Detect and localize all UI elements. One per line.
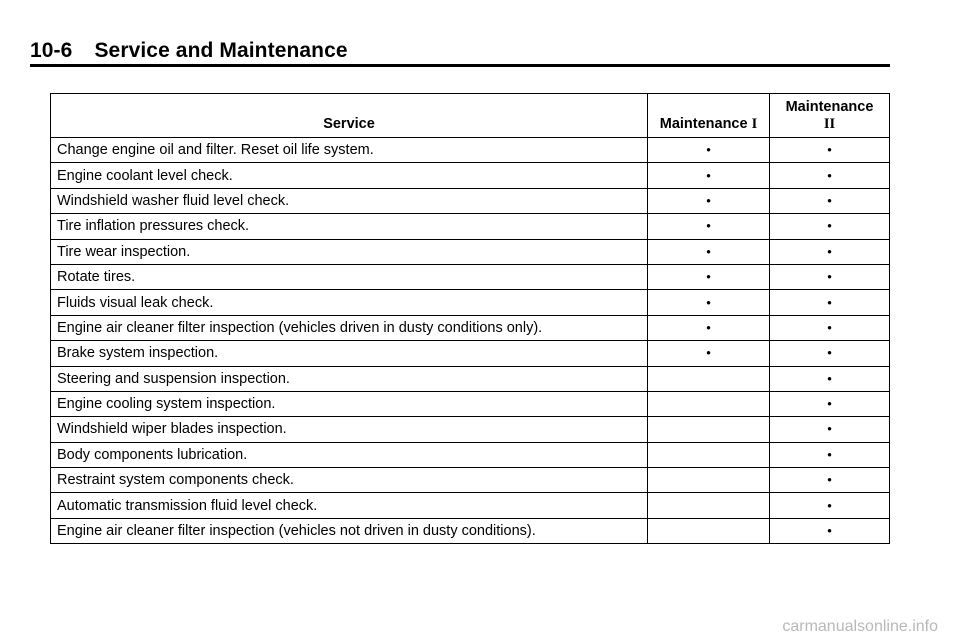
maintenance-2-mark: • bbox=[770, 442, 890, 467]
maintenance-2-mark: • bbox=[770, 290, 890, 315]
table-row bbox=[51, 315, 890, 340]
maintenance-2-mark: • bbox=[770, 518, 890, 543]
table-row bbox=[51, 290, 890, 315]
service-cell: Steering and suspension inspection. bbox=[51, 366, 648, 391]
service-cell: Engine air cleaner filter inspection (vehicles driven in dusty conditions only). bbox=[51, 315, 648, 340]
table-row bbox=[51, 391, 890, 416]
service-cell: Tire inflation pressures check. bbox=[51, 214, 648, 239]
table-row bbox=[51, 417, 890, 442]
page-header bbox=[30, 38, 890, 64]
roman-numeral-2: II bbox=[823, 116, 836, 132]
header-maintenance-2: Maintenance II bbox=[770, 94, 890, 138]
maintenance-2-mark: • bbox=[770, 417, 890, 442]
service-cell: Rotate tires. bbox=[51, 264, 648, 289]
maintenance-1-mark: • bbox=[648, 264, 770, 289]
maintenance-1-mark: • bbox=[648, 315, 770, 340]
roman-numeral-1: I bbox=[751, 116, 758, 132]
table-body bbox=[51, 138, 890, 544]
maintenance-2-mark: • bbox=[770, 391, 890, 416]
service-cell: Body components lubrication. bbox=[51, 442, 648, 467]
maintenance-1-mark: • bbox=[648, 290, 770, 315]
service-cell: Restraint system components check. bbox=[51, 468, 648, 493]
maintenance-2-mark: • bbox=[770, 239, 890, 264]
table-row bbox=[51, 163, 890, 188]
header-maintenance-1: Maintenance I bbox=[648, 94, 770, 138]
maintenance-1-mark: • bbox=[648, 188, 770, 213]
maintenance-1-mark: • bbox=[648, 341, 770, 366]
table-row bbox=[51, 264, 890, 289]
section-title: Service and Maintenance bbox=[94, 39, 348, 62]
maintenance-1-mark bbox=[648, 442, 770, 467]
service-cell: Automatic transmission fluid level check. bbox=[51, 493, 648, 518]
maintenance-1-mark: • bbox=[648, 138, 770, 163]
table-row bbox=[51, 239, 890, 264]
header-rule bbox=[30, 64, 890, 67]
service-cell: Brake system inspection. bbox=[51, 341, 648, 366]
watermark: carmanualsonline.info bbox=[782, 618, 938, 635]
service-cell: Engine air cleaner filter inspection (vehicles not driven in dusty conditions). bbox=[51, 518, 648, 543]
maintenance-1-mark bbox=[648, 493, 770, 518]
section-number: 10-6 bbox=[30, 39, 73, 62]
service-cell: Tire wear inspection. bbox=[51, 239, 648, 264]
maintenance-2-mark: • bbox=[770, 468, 890, 493]
table-row bbox=[51, 468, 890, 493]
maintenance-2-mark: • bbox=[770, 214, 890, 239]
maintenance-1-mark bbox=[648, 417, 770, 442]
page-title bbox=[30, 38, 890, 64]
service-cell: Change engine oil and filter. Reset oil life system. bbox=[51, 138, 648, 163]
maintenance-1-mark bbox=[648, 518, 770, 543]
table-row bbox=[51, 366, 890, 391]
table-row bbox=[51, 493, 890, 518]
service-cell: Fluids visual leak check. bbox=[51, 290, 648, 315]
table-row bbox=[51, 138, 890, 163]
maintenance-2-mark: • bbox=[770, 341, 890, 366]
service-cell: Engine cooling system inspection. bbox=[51, 391, 648, 416]
maintenance-1-mark bbox=[648, 468, 770, 493]
service-cell: Engine coolant level check. bbox=[51, 163, 648, 188]
maintenance-2-mark: • bbox=[770, 138, 890, 163]
maintenance-2-mark: • bbox=[770, 493, 890, 518]
table-row bbox=[51, 442, 890, 467]
table-row bbox=[51, 214, 890, 239]
header-service: Service bbox=[51, 94, 648, 138]
table-row bbox=[51, 188, 890, 213]
maintenance-schedule-table bbox=[50, 93, 890, 544]
maintenance-2-mark: • bbox=[770, 264, 890, 289]
maintenance-2-mark: • bbox=[770, 188, 890, 213]
table-row bbox=[51, 518, 890, 543]
table-row bbox=[51, 341, 890, 366]
table-header-row bbox=[51, 94, 890, 138]
maintenance-2-mark: • bbox=[770, 163, 890, 188]
maintenance-2-mark: • bbox=[770, 366, 890, 391]
maintenance-1-mark: • bbox=[648, 163, 770, 188]
service-cell: Windshield washer fluid level check. bbox=[51, 188, 648, 213]
maintenance-1-mark: • bbox=[648, 214, 770, 239]
service-cell: Windshield wiper blades inspection. bbox=[51, 417, 648, 442]
maintenance-2-mark: • bbox=[770, 315, 890, 340]
maintenance-1-mark: • bbox=[648, 239, 770, 264]
maintenance-1-mark bbox=[648, 391, 770, 416]
maintenance-1-mark bbox=[648, 366, 770, 391]
